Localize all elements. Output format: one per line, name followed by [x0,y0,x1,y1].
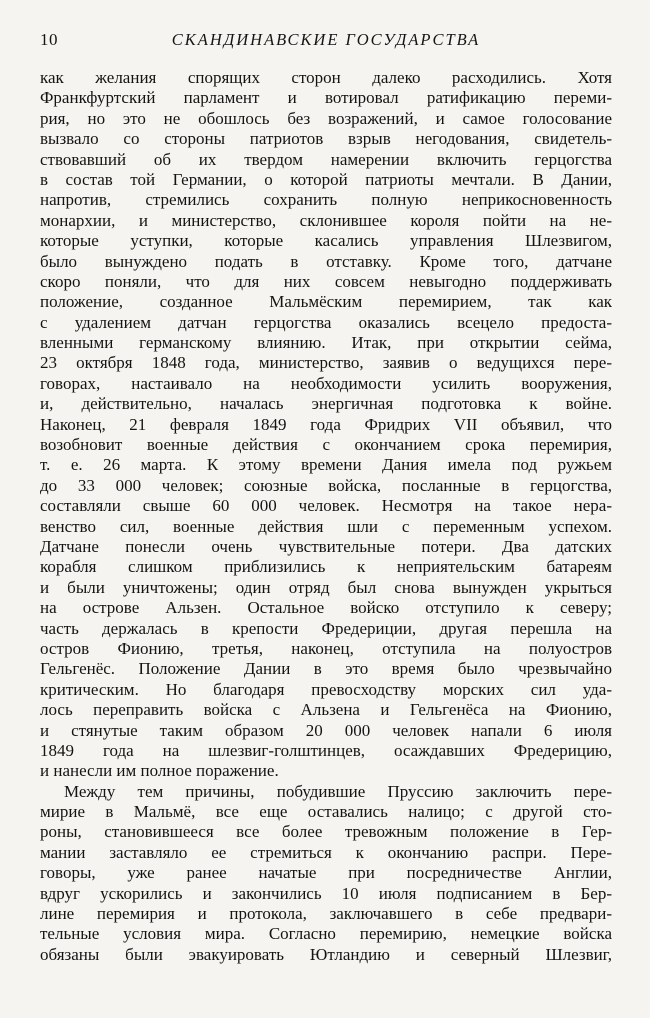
text-line: в состав той Германии, о которой патриоты мечтали. В Дании, [40,169,612,189]
text-line: говорах, настаивало на необходимости усилить вооружения, [40,373,612,393]
text-line: лине перемирия и протокола, заключавшего в себе предвари- [40,904,612,924]
text-line: 23 октября 1848 года, министерство, заявив о ведущихся пере- [40,353,612,373]
text-line: тельные условия мира. Согласно перемирию, немецкие войска [40,924,612,944]
text-line: с удалением датчан герцогства оказались всецело предоста- [40,312,612,332]
running-title: СКАНДИНАВСКИЕ ГОСУДАРСТВА [171,30,481,49]
text-line: и были уничтожены; один отряд был снова вынужден укрыться [40,577,612,597]
text-line: обязаны были эвакуировать Ютландию и северный Шлезвиг, [40,944,612,964]
text-line: составляли свыше 60 000 человек. Несмотря на такое нера- [40,496,612,516]
text-line: Гельгенёс. Положение Дании в это время было чрезвычайно [40,659,612,679]
text-line: мирие в Мальмё, все еще оставались налицо; с другой сто- [40,802,612,822]
text-line: часть держалась в крепости Фредериции, другая перешла на [40,618,612,638]
text-line: говоры, уже ранее начатые при посредничестве Англии, [40,863,612,883]
text-line: Между тем причины, побудившие Пруссию заключить пере- [64,781,612,801]
paragraph-2 [40,782,612,966]
page-number: 10 [40,30,58,49]
text-line: венство сил, военные действия шли с переменным успехом. [40,516,612,536]
text-line: мании заставляло ее стремиться к окончанию распри. Пере- [40,842,612,862]
text-line: монархии, и министерство, склонившее короля пойти на не- [40,210,612,230]
paragraph-1 [40,68,612,782]
text-line: которые уступки, которые касались управления Шлезвигом, [40,231,612,251]
text-line: на острове Альзен. Остальное войско отступило к северу; [40,598,612,618]
text-line: вдруг ускорились и закончились 10 июля подписанием в Бер- [40,883,612,903]
text-line: было вынуждено подать в отставку. Кроме того, датчане [40,251,612,271]
text-line: и стянутые таким образом 20 000 человек напали 6 июля [40,720,612,740]
text-line: лось переправить войска с Альзена и Гельгенёса на Фионию, [40,700,612,720]
text-line: критическим. Но благодаря превосходству морских сил уда- [40,679,612,699]
text-line: Датчане понесли очень чувствительные потери. Два датских [40,536,612,556]
text-line: ствовавший об их твердом намерении включить герцогства [40,149,612,169]
text-line: вызвало со стороны патриотов взрыв негодования, свидетель- [40,129,612,149]
text-line: положение, созданное Мальмёским перемирием, так как [40,292,612,312]
text-line: вленными германскому влиянию. Итак, при открытии сейма, [40,333,612,353]
text-line: и, действительно, началась энергичная подготовка к войне. [40,394,612,414]
text-line: остров Фионию, третья, наконец, отступила на полуостров [40,638,612,658]
text-line: и нанесли им полное поражение. [40,761,279,781]
text-line: роны, становившееся все более тревожным положение в Гер- [40,822,612,842]
text-line: 1849 года на шлезвиг-голштинцев, осаждавших Фредерицию, [40,740,612,760]
body-text [40,68,612,965]
text-line: напротив, стремились сохранить полную неприкосновенность [40,190,612,210]
text-line: Франкфуртский парламент и вотировал ратификацию переми- [40,88,612,108]
text-line: до 33 000 человек; союзные войска, посланные в герцогства, [40,475,612,495]
text-line: возобновит военные действия с окончанием срока перемирия, [40,435,612,455]
text-line: т. е. 26 марта. К этому времени Дания имела под ружьем [40,455,612,475]
text-line: скоро поняли, что для них совсем невыгодно поддерживать [40,271,612,291]
text-line: Наконец, 21 февраля 1849 года Фридрих VII объявил, что [40,414,612,434]
text-line: рия, но это не обошлось без возражений, и самое голосование [40,108,612,128]
text-line: корабля слишком приблизились к неприятельским батареям [40,557,612,577]
text-line: как желания спорящих сторон далеко расходились. Хотя [40,68,612,87]
page-header [40,30,612,52]
